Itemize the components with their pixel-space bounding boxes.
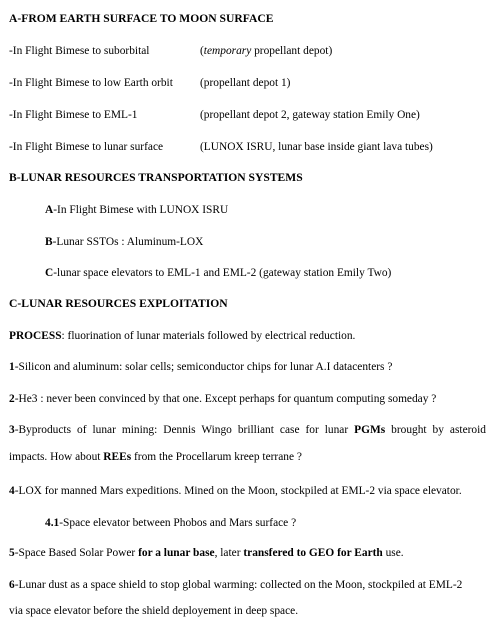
section-b-item-a <box>45 203 500 217</box>
item-4-1 <box>45 516 500 530</box>
process-label: PROCESS <box>9 330 62 342</box>
item-text: -lunar space elevators to EML-1 and EML-2 (gateway station Emily Two) <box>53 267 392 279</box>
section-a-row-1 <box>9 44 500 58</box>
section-c-heading: C-LUNAR RESOURCES EXPLOITATION <box>9 297 228 310</box>
row-label: -In Flight Bimese to suborbital <box>9 45 150 57</box>
ree-term: REEs <box>103 451 132 463</box>
row-label: -In Flight Bimese to low Earth orbit <box>9 77 173 89</box>
row-note: (LUNOX ISRU, lunar base inside giant lava tubes) <box>200 141 433 153</box>
item-text: -LOX for manned Mars expeditions. Mined on the Moon, stockpiled at EML-2 via space elevator. <box>14 485 462 497</box>
item-2 <box>9 392 500 406</box>
row-label: -In Flight Bimese to lunar surface <box>9 141 164 153</box>
row-label: -In Flight Bimese to EML-1 <box>9 109 138 121</box>
section-b-item-b <box>45 235 500 249</box>
item-marker: A <box>45 204 54 216</box>
item-5 <box>9 546 500 560</box>
item-number: 1 <box>9 361 15 373</box>
item-1 <box>9 360 500 374</box>
emphasis-temporary: temporary <box>203 45 252 57</box>
item-6-line-1 <box>9 578 500 592</box>
item-text: -Space Based Solar Power <box>14 547 139 559</box>
process-line <box>9 329 500 343</box>
item-text: -He3 : never been convinced by that one. Except perhaps for quantum computing someday ? <box>14 393 437 405</box>
item-text: use. <box>382 547 404 559</box>
item-3-line-1 <box>9 423 486 437</box>
section-a-row-3 <box>9 108 500 122</box>
item-number: 4 <box>9 485 15 497</box>
item-marker: B <box>45 236 53 248</box>
row-note: (propellant depot 1) <box>200 77 291 89</box>
section-a-heading: A-FROM EARTH SURFACE TO MOON SURFACE <box>9 12 274 25</box>
item-text: -Lunar dust as a space shield to stop global warming: collected on the Moon, stockpiled at EML-2 <box>14 579 463 591</box>
process-text: : fluorination of lunar materials followed by electrical reduction. <box>61 330 356 342</box>
section-a-row-2 <box>9 76 500 90</box>
item-text: -Silicon and aluminum: solar cells; semiconductor chips for lunar A.I datacenters ? <box>14 361 393 373</box>
section-b-heading: B-LUNAR RESOURCES TRANSPORTATION SYSTEMS <box>9 171 303 184</box>
section-a-row-4 <box>9 140 500 154</box>
item-number: 2 <box>9 393 15 405</box>
pgm-term: PGMs <box>354 424 386 436</box>
item-text: brought by asteroid <box>385 424 486 436</box>
item-number: 3 <box>9 424 15 436</box>
row-note: (propellant depot 2, gateway station Emily One) <box>200 109 420 121</box>
item-text: , later <box>214 547 244 559</box>
item-marker: C <box>45 267 54 279</box>
section-b-item-c <box>45 266 500 280</box>
item-text: -Lunar SSTOs : Aluminum-LOX <box>52 236 204 248</box>
item-text: -In Flight Bimese with LUNOX ISRU <box>53 204 229 216</box>
item-text: -Byproducts of lunar mining: Dennis Wingo brilliant case for lunar <box>14 424 355 436</box>
row-note: (temporary propellant depot) <box>200 45 333 57</box>
item-bold: transfered to GEO for Earth <box>243 547 383 559</box>
item-6-line-2 <box>9 604 500 618</box>
item-bold: for a lunar base <box>138 547 215 559</box>
item-4 <box>9 484 500 498</box>
item-text: -Space elevator between Phobos and Mars surface ? <box>59 517 297 529</box>
item-number: 5 <box>9 547 15 559</box>
item-text: impacts. How about <box>9 451 104 463</box>
item-text: via space elevator before the shield deployement in deep space. <box>9 605 299 617</box>
item-text: from the Procellarum kreep terrane ? <box>131 451 302 463</box>
item-3-line-2 <box>9 450 500 464</box>
item-number: 6 <box>9 579 15 591</box>
item-number: 4.1 <box>45 517 60 529</box>
